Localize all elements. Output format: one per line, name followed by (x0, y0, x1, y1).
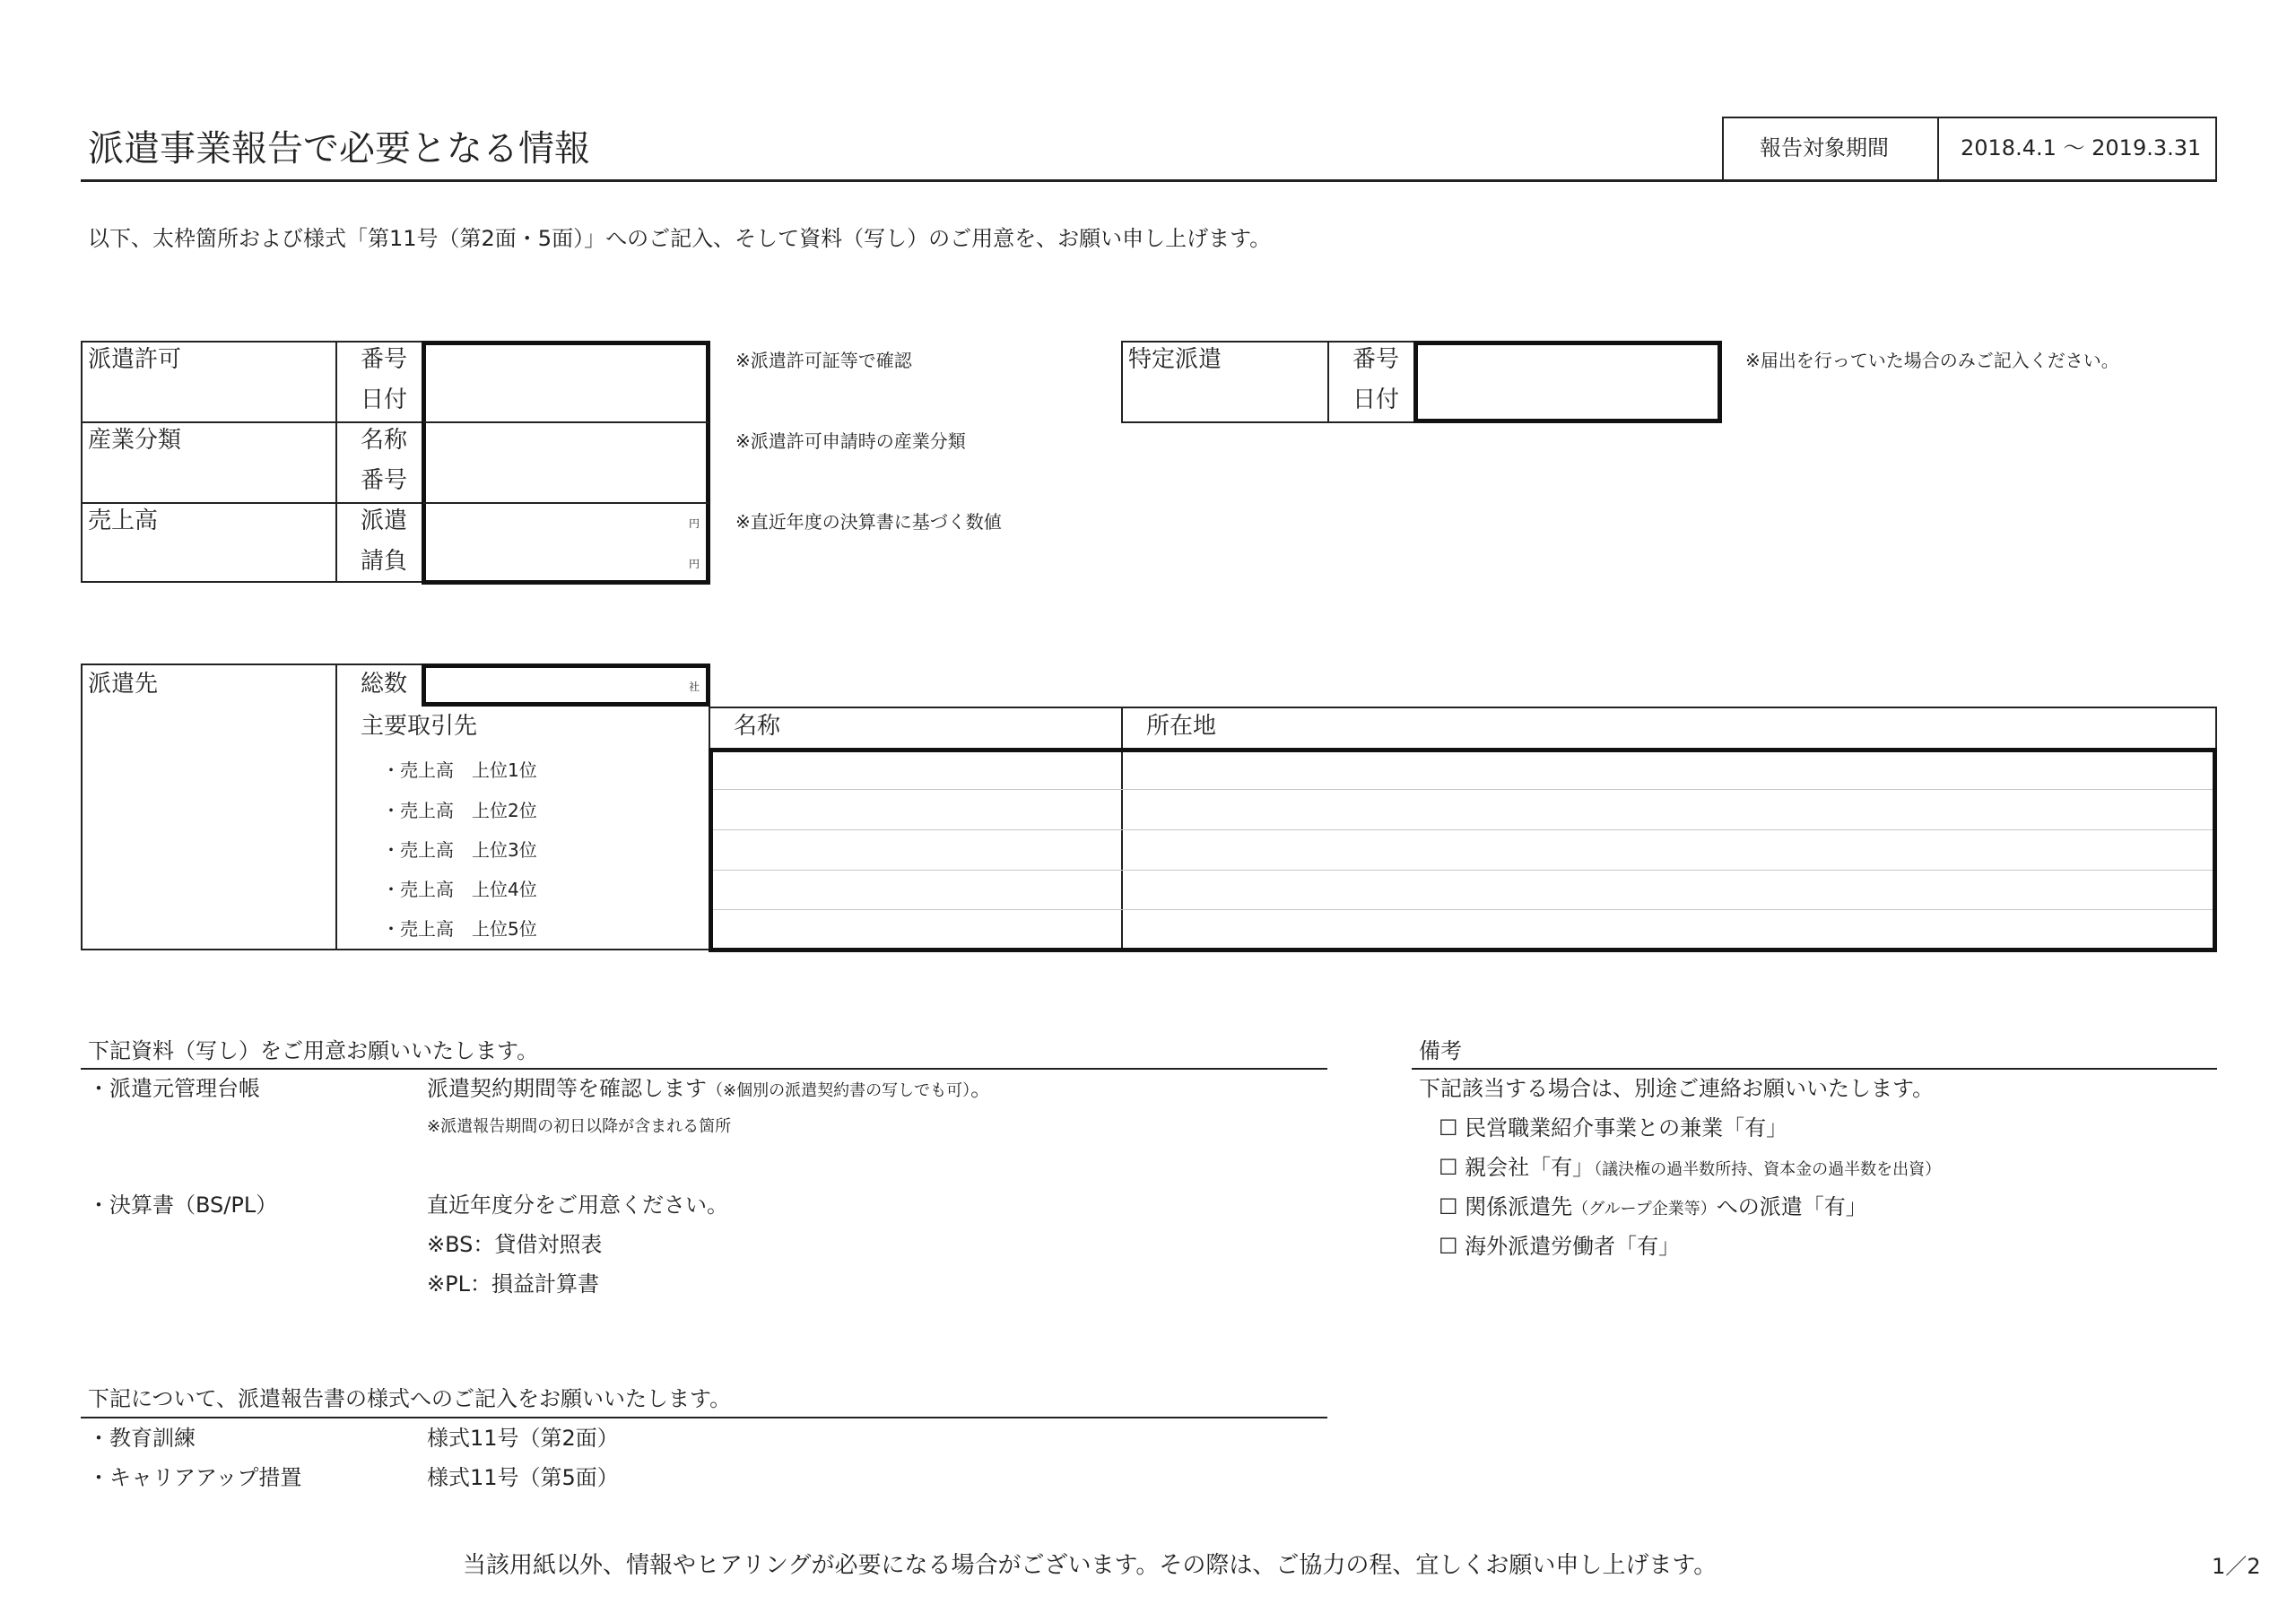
forms-heading: 下記について、派遣報告書の様式へのご記入をお願いいたします。 (88, 1386, 732, 1411)
form-item-training-value: 様式11号（第2面） (427, 1426, 619, 1451)
remarks-checkbox-item[interactable]: ☐ 海外派遣労働者「有」 (1439, 1234, 1681, 1259)
remarks-checkbox-item[interactable]: ☐ 親会社「有」（議決権の過半数所持、資本金の過半数を出資） (1439, 1155, 1942, 1180)
period-value: 2018.4.1 ～ 2019.3.31 (1961, 135, 2202, 160)
partner-row-label: ・売上高 上位2位 (382, 800, 537, 821)
main-partners-label: 主要取引先 (361, 713, 478, 740)
specific-number-label: 番号 (1352, 346, 1400, 373)
sales-label: 売上高 (88, 507, 159, 534)
destinations-label: 派遣先 (88, 671, 159, 698)
sales-contract-label: 請負 (361, 548, 408, 575)
partner-address-field[interactable] (1125, 753, 2212, 787)
remarks-checkbox-item[interactable]: ☐ 関係派遣先（グループ企業等）への派遣「有」 (1439, 1194, 1867, 1219)
sales-dispatch-unit: 円 (689, 517, 700, 530)
form-item-training: ・教育訓練 (88, 1426, 196, 1451)
industry-name-field[interactable] (427, 427, 705, 463)
specific-note: ※届出を行っていた場合のみご記入ください。 (1745, 350, 2119, 371)
partner-address-field[interactable] (1125, 793, 2212, 827)
license-number-label: 番号 (361, 346, 408, 373)
industry-label: 産業分類 (88, 427, 182, 454)
doc-item-financial: ・決算書（BS/PL） (88, 1193, 278, 1218)
destinations-total-label: 総数 (361, 671, 408, 698)
partner-name-field[interactable] (714, 753, 1119, 787)
partner-name-field[interactable] (714, 872, 1119, 906)
remarks-checkbox-item[interactable]: ☐ 民営職業紹介事業との兼業「有」 (1439, 1115, 1788, 1141)
period-label: 報告対象期間 (1760, 135, 1889, 160)
remarks-lead: 下記該当する場合は、別途ご連絡お願いいたします。 (1419, 1076, 1935, 1101)
destinations-total-unit: 社 (689, 681, 700, 693)
forms-underline (81, 1417, 1327, 1418)
documents-underline (81, 1068, 1327, 1070)
destinations-total-field[interactable] (427, 669, 687, 701)
license-note: ※派遣許可証等で確認 (735, 350, 912, 371)
col-name-header: 名称 (734, 713, 781, 740)
specific-date-field[interactable] (1419, 384, 1717, 420)
partners-header (710, 707, 2217, 750)
remarks-heading: 備考 (1419, 1038, 1462, 1063)
partner-row-label: ・売上高 上位5位 (382, 918, 537, 940)
footer-message: 当該用紙以外、情報やヒアリングが必要になる場合がございます。その際は、ご協力の程、宜しくお願い申し上げます。 (463, 1552, 1718, 1579)
partner-name-field[interactable] (714, 832, 1119, 866)
license-number-field[interactable] (427, 346, 705, 382)
partner-row-label: ・売上高 上位3位 (382, 839, 537, 861)
col-address-header: 所在地 (1146, 713, 1217, 740)
documents-heading: 下記資料（写し）をご用意お願いいたします。 (88, 1038, 539, 1063)
industry-number-field[interactable] (427, 464, 705, 500)
form-item-career: ・キャリアアップ措置 (88, 1465, 302, 1490)
partner-row-label: ・売上高 上位4位 (382, 879, 537, 900)
period-divider (1937, 117, 1939, 181)
partner-address-field[interactable] (1125, 832, 2212, 866)
sales-note: ※直近年度の決算書に基づく数値 (735, 511, 1002, 533)
specific-label: 特定派遣 (1128, 346, 1222, 373)
partner-address-field[interactable] (1125, 872, 2212, 906)
partner-name-field[interactable] (714, 793, 1119, 827)
sales-contract-unit: 円 (689, 558, 700, 570)
partner-row-label: ・売上高 上位1位 (382, 759, 537, 781)
doc-item-ledger: ・派遣元管理台帳 (88, 1076, 260, 1101)
sales-dispatch-label: 派遣 (361, 507, 408, 534)
sales-contract-field[interactable] (427, 545, 687, 581)
sales-dispatch-field[interactable] (427, 507, 687, 543)
doc-item-ledger-desc: 派遣契約期間等を確認します（※個別の派遣契約書の写しでも可）。 (427, 1076, 993, 1101)
industry-note: ※派遣許可申請時の産業分類 (735, 430, 966, 452)
license-date-field[interactable] (427, 384, 705, 420)
doc-item-pl: ※PL：損益計算書 (427, 1271, 599, 1297)
doc-item-financial-desc: 直近年度分をご用意ください。 (427, 1193, 728, 1218)
specific-date-label: 日付 (1352, 386, 1400, 413)
doc-item-ledger-note: ※派遣報告期間の初日以降が含まれる箇所 (427, 1117, 732, 1136)
form-item-career-value: 様式11号（第5面） (427, 1465, 619, 1490)
industry-number-label: 番号 (361, 467, 408, 494)
partner-name-field[interactable] (714, 911, 1119, 945)
partner-address-field[interactable] (1125, 911, 2212, 945)
page-title: 派遣事業報告で必要となる情報 (88, 128, 590, 169)
license-label: 派遣許可 (88, 346, 182, 373)
page-number: 1／2 (2212, 1554, 2261, 1579)
license-date-label: 日付 (361, 386, 408, 413)
industry-name-label: 名称 (361, 427, 408, 454)
specific-number-field[interactable] (1419, 346, 1717, 382)
doc-item-bs: ※BS：貸借対照表 (427, 1232, 603, 1257)
remarks-underline (1412, 1068, 2217, 1070)
intro-text: 以下、太枠箇所および様式「第11号（第2面・5面）」へのご記入、そして資料（写し）のご用意を、お願い申し上げます。 (88, 226, 1272, 251)
